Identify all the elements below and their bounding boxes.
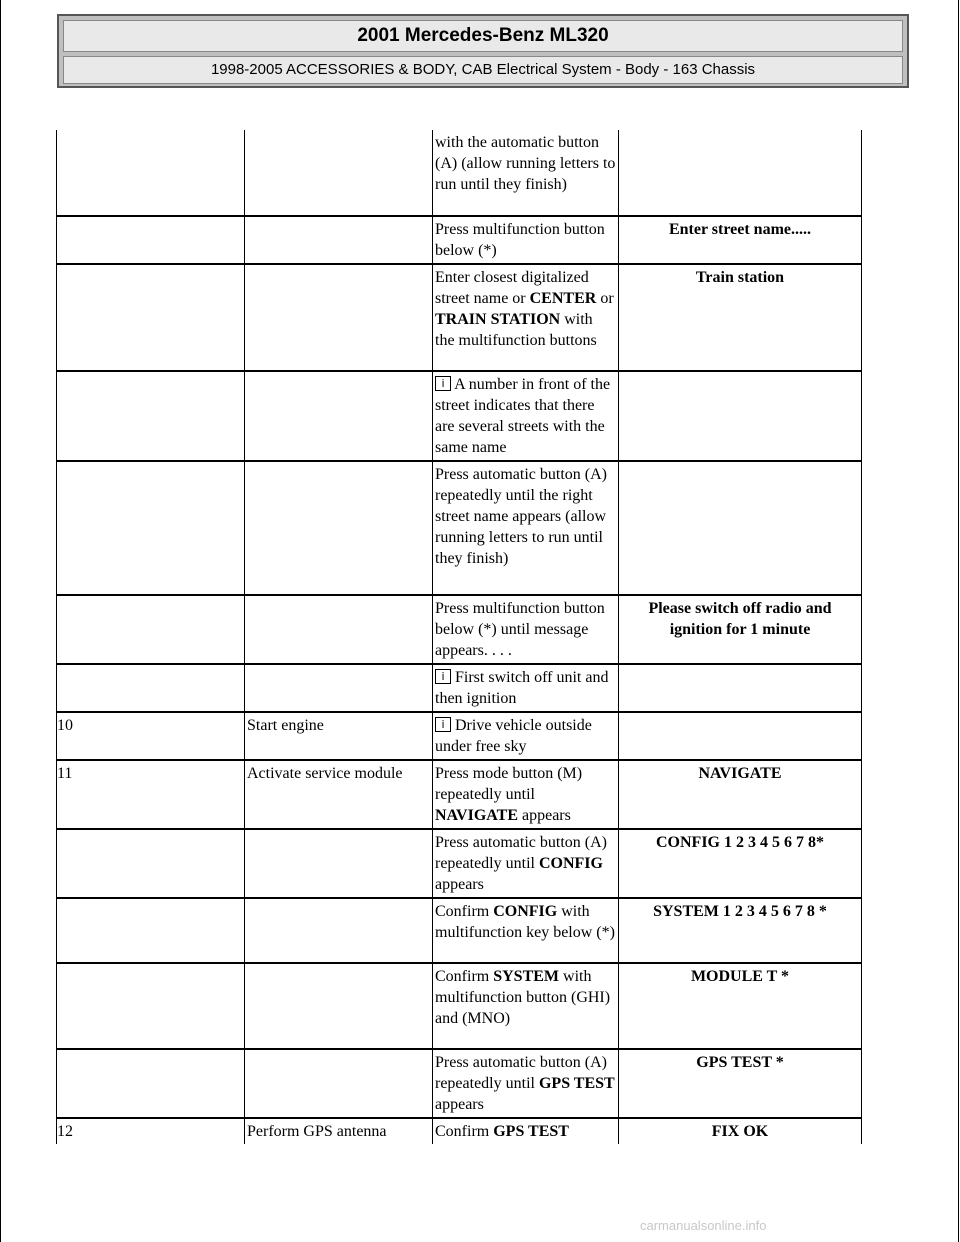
table-row xyxy=(57,216,862,264)
action-keyword: NAVIGATE xyxy=(435,807,518,824)
action-cell xyxy=(433,760,619,829)
table-row xyxy=(57,664,862,712)
table-row xyxy=(57,371,862,461)
table-row xyxy=(57,760,862,829)
display-message: Train station xyxy=(619,264,862,371)
display-message: Please switch off radio and ignition for 1 minute xyxy=(619,595,862,664)
task-cell xyxy=(245,461,433,595)
action-text: Press multifunction button below (*) xyxy=(435,221,605,259)
display-message xyxy=(619,664,862,712)
step-number xyxy=(57,963,245,1049)
step-number xyxy=(57,898,245,963)
action-cell xyxy=(433,1118,619,1144)
action-text: with the automatic button (A) (allow running letters to run until they finish) xyxy=(435,134,616,193)
task-cell: Activate service module xyxy=(245,760,433,829)
page-right-border xyxy=(958,0,959,1242)
header-title: 2001 Mercedes-Benz ML320 xyxy=(63,20,903,52)
action-cell xyxy=(433,595,619,664)
table-row xyxy=(57,595,862,664)
step-number xyxy=(57,130,245,216)
task-cell xyxy=(245,371,433,461)
action-cell xyxy=(433,898,619,963)
action-keyword: GPS TEST xyxy=(493,1123,569,1140)
action-cell xyxy=(433,264,619,371)
document-header xyxy=(57,14,909,88)
action-text: A number in front of the street indicates that there are several streets with the same name xyxy=(435,376,611,456)
page-left-border xyxy=(0,0,1,1242)
table-row xyxy=(57,898,862,963)
action-keyword: GPS TEST xyxy=(538,1075,615,1092)
action-text: or xyxy=(596,290,614,307)
action-text: Confirm xyxy=(435,1123,494,1140)
action-text: with the multifunction buttons xyxy=(435,311,597,349)
task-cell xyxy=(245,1049,433,1118)
step-number xyxy=(57,595,245,664)
action-text: appears xyxy=(517,807,571,824)
action-cell xyxy=(433,664,619,712)
action-text: appears xyxy=(435,1096,484,1113)
step-number xyxy=(57,264,245,371)
procedure-table xyxy=(56,130,862,1144)
action-text: Enter closest digitalized street name or xyxy=(435,269,589,307)
action-cell xyxy=(433,712,619,760)
action-keyword: SYSTEM xyxy=(493,968,560,985)
task-cell: Perform GPS antenna xyxy=(245,1118,433,1144)
action-keyword: TRAIN STATION xyxy=(435,311,561,328)
action-text: Press automatic button (A) repeatedly until the right street name appears (allow running letters to run until they finish) xyxy=(435,466,607,567)
task-cell xyxy=(245,664,433,712)
step-number xyxy=(57,461,245,595)
task-cell xyxy=(245,216,433,264)
table-row xyxy=(57,264,862,371)
step-number xyxy=(57,1049,245,1118)
display-message xyxy=(619,371,862,461)
step-number xyxy=(57,664,245,712)
step-number xyxy=(57,829,245,898)
display-message: FIX OK xyxy=(619,1118,862,1144)
task-cell xyxy=(245,829,433,898)
display-message: Enter street name..... xyxy=(619,216,862,264)
display-message: NAVIGATE xyxy=(619,760,862,829)
step-number: 11 xyxy=(57,760,245,829)
table-row xyxy=(57,829,862,898)
step-number xyxy=(57,216,245,264)
task-cell xyxy=(245,264,433,371)
step-number: 10 xyxy=(57,712,245,760)
task-cell xyxy=(245,963,433,1049)
table-row xyxy=(57,130,862,216)
step-number: 12 xyxy=(57,1118,245,1144)
info-icon: i xyxy=(435,717,451,732)
display-message: SYSTEM 1 2 3 4 5 6 7 8 * xyxy=(619,898,862,963)
action-text: Confirm xyxy=(435,903,494,920)
info-icon: i xyxy=(435,669,451,684)
action-keyword: CONFIG xyxy=(493,903,558,920)
action-text: with multifunction button (GHI) and (MNO) xyxy=(435,968,611,1027)
display-message: GPS TEST * xyxy=(619,1049,862,1118)
task-cell xyxy=(245,595,433,664)
task-cell: Start engine xyxy=(245,712,433,760)
table-row xyxy=(57,712,862,760)
action-cell xyxy=(433,216,619,264)
header-subtitle: 1998-2005 ACCESSORIES & BODY, CAB Electrical System - Body - 163 Chassis xyxy=(63,56,903,84)
action-cell xyxy=(433,461,619,595)
task-cell xyxy=(245,130,433,216)
action-text: appears xyxy=(435,876,484,893)
action-cell xyxy=(433,963,619,1049)
table-row xyxy=(57,963,862,1049)
display-message: MODULE T * xyxy=(619,963,862,1049)
table-row xyxy=(57,1049,862,1118)
action-text: Press multifunction button below (*) until message appears. . . . xyxy=(435,600,605,659)
display-message xyxy=(619,461,862,595)
action-text: Press automatic button (A) repeatedly until xyxy=(435,1054,607,1092)
task-cell xyxy=(245,898,433,963)
action-cell xyxy=(433,829,619,898)
action-cell xyxy=(433,371,619,461)
table-row xyxy=(57,461,862,595)
display-message xyxy=(619,712,862,760)
info-icon: i xyxy=(435,376,451,391)
watermark: carmanualsonline.info xyxy=(640,1218,767,1233)
table-row xyxy=(57,1118,862,1144)
action-keyword: CONFIG xyxy=(538,855,603,872)
action-text: Drive vehicle outside under free sky xyxy=(435,717,592,755)
display-message: CONFIG 1 2 3 4 5 6 7 8* xyxy=(619,829,862,898)
action-keyword: CENTER xyxy=(529,290,597,307)
step-number xyxy=(57,371,245,461)
action-text: First switch off unit and then ignition xyxy=(435,669,609,707)
action-text: Confirm xyxy=(435,968,494,985)
display-message xyxy=(619,130,862,216)
action-text: Press mode button (M) repeatedly until xyxy=(435,765,583,803)
action-cell xyxy=(433,130,619,216)
action-text: with multifunction key below (*) xyxy=(435,903,615,941)
action-cell xyxy=(433,1049,619,1118)
action-text: Press automatic button (A) repeatedly until xyxy=(435,834,607,872)
